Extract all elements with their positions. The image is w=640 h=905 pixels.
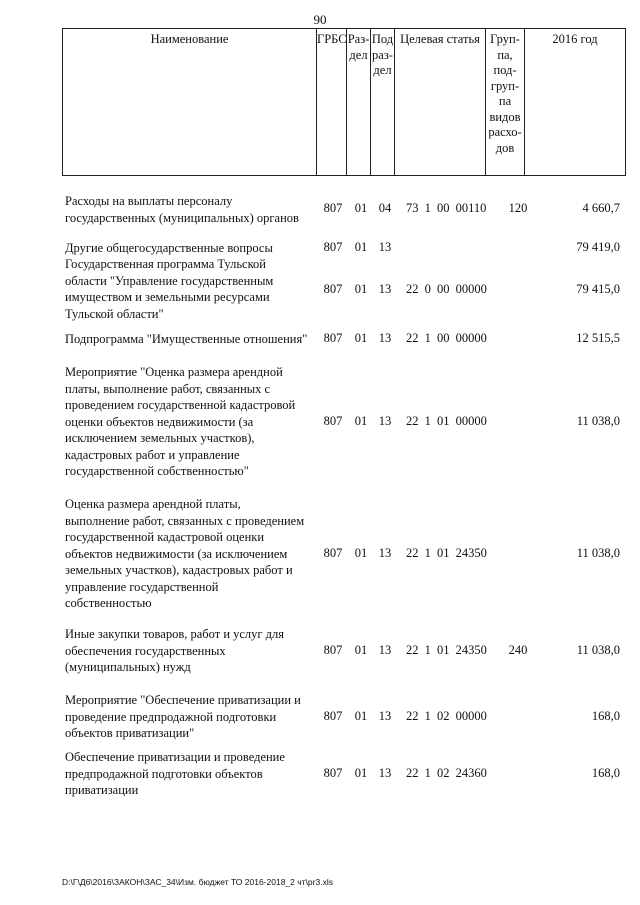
row-podrazdel: 04 bbox=[378, 201, 392, 215]
row-razdel: 01 bbox=[354, 201, 368, 215]
row-razdel: 01 bbox=[354, 766, 368, 780]
header-name: Наименование bbox=[63, 29, 317, 175]
row-grbs: 807 bbox=[323, 709, 343, 723]
header-gruppa: Груп- па, под- груп- па видов расхо- дов bbox=[486, 29, 525, 175]
row-razdel: 01 bbox=[354, 643, 368, 657]
row-name: Другие общегосударственные вопросы bbox=[65, 241, 273, 255]
row-amount: 79 419,0 bbox=[576, 240, 620, 254]
row-amount: 11 038,0 bbox=[576, 414, 620, 428]
row-name: Расходы на выплаты персоналу государственных (муниципальных) органов bbox=[65, 194, 299, 225]
row-razdel: 01 bbox=[354, 282, 368, 296]
row-celevaya: 73 1 00 00110 bbox=[406, 201, 487, 215]
row-amount: 79 415,0 bbox=[576, 282, 620, 296]
row-gruppa: 240 bbox=[508, 643, 528, 657]
row-celevaya: 22 1 01 00000 bbox=[406, 414, 487, 428]
row-name: Государственная программа Тульской области "Управление государственным имуществом и земельными ресурсами Тульской области" bbox=[65, 257, 274, 321]
header-grbs: ГРБС bbox=[317, 29, 347, 175]
row-name: Иные закупки товаров, работ и услуг для обеспечения государственных (муниципальных) нужд bbox=[65, 627, 285, 674]
row-razdel: 01 bbox=[354, 546, 368, 560]
table-header bbox=[62, 28, 626, 176]
row-razdel: 01 bbox=[354, 331, 368, 345]
row-amount: 4 660,7 bbox=[582, 201, 620, 215]
row-razdel: 01 bbox=[354, 709, 368, 723]
row-name: Подпрограмма "Имущественные отношения" bbox=[65, 332, 308, 346]
row-name: Мероприятие "Обеспечение приватизации и проведение предпродажной подготовки объектов приватизации" bbox=[65, 693, 301, 740]
header-razdel: Раз- дел bbox=[347, 29, 371, 175]
page-number: 90 bbox=[313, 12, 327, 27]
header-podrazdel: Под раз- дел bbox=[371, 29, 395, 175]
row-celevaya: 22 1 00 00000 bbox=[406, 331, 487, 345]
row-name: Обеспечение приватизации и проведение предпродажной подготовки объектов приватизации bbox=[65, 750, 285, 797]
row-gruppa: 120 bbox=[508, 201, 528, 215]
row-celevaya: 22 1 01 24350 bbox=[406, 643, 487, 657]
row-razdel: 01 bbox=[354, 414, 368, 428]
row-grbs: 807 bbox=[323, 414, 343, 428]
row-name: Мероприятие "Оценка размера арендной платы, выполнение работ, связанных с проведением государственной кадастровой оценки объектов недвижимости (за исключением земельных участков), кадастровых работ и управление государственной собственностью" bbox=[65, 365, 296, 478]
row-grbs: 807 bbox=[323, 331, 343, 345]
row-grbs: 807 bbox=[323, 766, 343, 780]
row-grbs: 807 bbox=[323, 201, 343, 215]
row-amount: 11 038,0 bbox=[576, 546, 620, 560]
row-podrazdel: 13 bbox=[378, 282, 392, 296]
row-grbs: 807 bbox=[323, 546, 343, 560]
row-podrazdel: 13 bbox=[378, 414, 392, 428]
row-celevaya: 22 1 02 00000 bbox=[406, 709, 487, 723]
row-celevaya: 22 1 01 24350 bbox=[406, 546, 487, 560]
row-celevaya: 22 0 00 00000 bbox=[406, 282, 487, 296]
row-amount: 168,0 bbox=[591, 766, 620, 780]
row-podrazdel: 13 bbox=[378, 331, 392, 345]
header-celevaya-statya: Целевая статья bbox=[395, 29, 486, 175]
row-amount: 11 038,0 bbox=[576, 643, 620, 657]
row-name: Оценка размера арендной платы, выполнение работ, связанных с проведением государственной кадастровой оценки объектов недвижимости (за исключением земельных участков), кадастровых работ и управление государственной собственностью bbox=[65, 497, 305, 610]
row-podrazdel: 13 bbox=[378, 240, 392, 254]
row-podrazdel: 13 bbox=[378, 643, 392, 657]
row-grbs: 807 bbox=[323, 282, 343, 296]
row-podrazdel: 13 bbox=[378, 766, 392, 780]
header-year: 2016 год bbox=[552, 32, 598, 46]
row-grbs: 807 bbox=[323, 240, 343, 254]
row-podrazdel: 13 bbox=[378, 709, 392, 723]
row-podrazdel: 13 bbox=[378, 546, 392, 560]
row-celevaya: 22 1 02 24360 bbox=[406, 766, 487, 780]
row-grbs: 807 bbox=[323, 643, 343, 657]
row-amount: 12 515,5 bbox=[576, 331, 620, 345]
file-path-footer: D:\Г\Д6\2016\ЗАКОН\ЗАС_34\Изм. бюджет ТО 2016-2018_2 чт\pr3.xls bbox=[62, 877, 333, 887]
row-amount: 168,0 bbox=[591, 709, 620, 723]
row-razdel: 01 bbox=[354, 240, 368, 254]
